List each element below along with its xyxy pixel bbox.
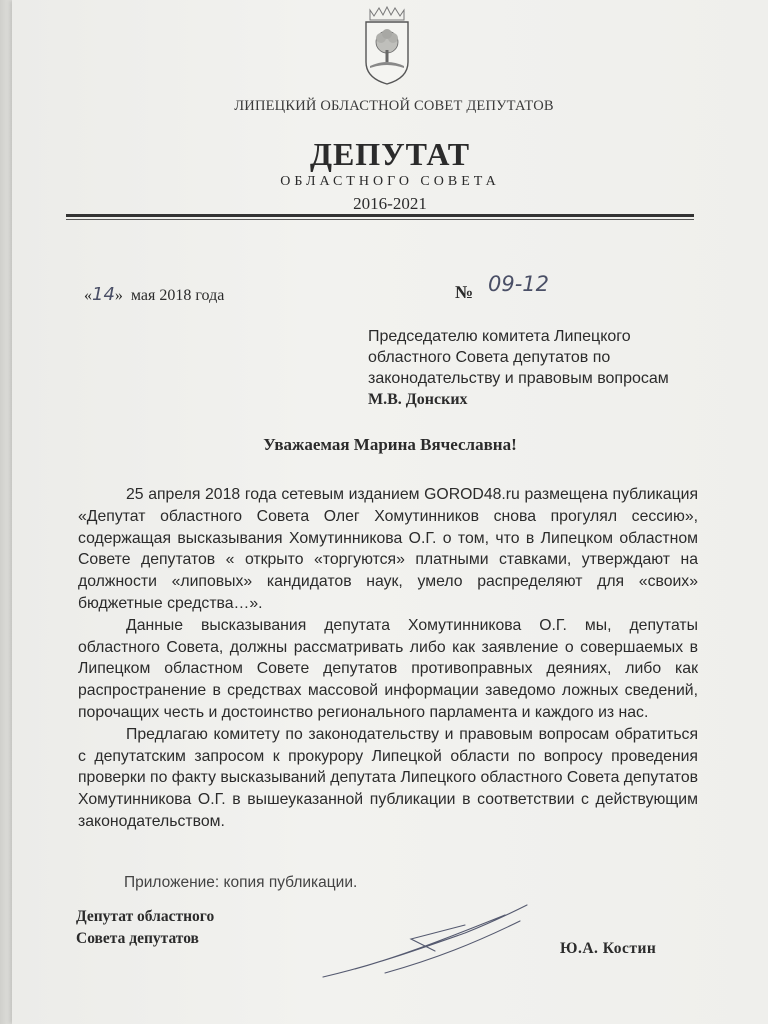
addressee-line: Председателю комитета Липецкого bbox=[368, 328, 631, 345]
signatory-title-line: Совета депутатов bbox=[76, 930, 199, 947]
letterhead-subtitle: ОБЛАСТНОГО СОВЕТА bbox=[280, 174, 500, 189]
letter-date bbox=[84, 284, 224, 305]
header-divider-thin bbox=[66, 219, 694, 220]
date-month-year: мая 2018 года bbox=[130, 287, 225, 304]
body-paragraph: Данные высказывания депутата Хомутинникова О.Г. мы, депутаты областного Совета, должны рассматривать либо как заявление о совершаемых в Липецком областном Совете депутатов противоправных деяниях, либо как распространение в средствах массовой информации заведомо ложных сведений, порочащих честь и достоинство регионального парламента и каждого из нас. bbox=[78, 616, 698, 721]
addressee-block bbox=[368, 326, 669, 410]
attachment-note: Приложение: копия публикации. bbox=[124, 874, 358, 891]
letterhead-title: ДЕПУТАТ bbox=[309, 136, 471, 172]
date-quote-open: « bbox=[84, 287, 92, 304]
coat-of-arms-icon bbox=[362, 6, 412, 86]
signatory-title-line: Депутат областного bbox=[76, 908, 215, 925]
handwritten-signature bbox=[315, 895, 535, 985]
date-day-handwritten: 14 bbox=[92, 284, 115, 305]
signatory-title bbox=[76, 906, 214, 950]
salutation: Уважаемая Марина Вячеславна! bbox=[263, 435, 517, 454]
addressee-line: областного Совета депутатов по bbox=[368, 349, 611, 366]
document-number-handwritten: 09-12 bbox=[488, 272, 550, 296]
addressee-line: законодательству и правовым вопросам bbox=[368, 370, 669, 387]
body-paragraph: Предлагаю комитету по законодательству и правовым вопросам обратиться с депутатским запросом к прокурору Липецкой области по вопросу проведения проверки по факту высказываний депутата Липецкого областного Совета депутатов Хомутинникова О.Г. в вышеуказанной публикации в соответствии с действующим законодательством. bbox=[78, 725, 698, 830]
header-divider bbox=[66, 214, 694, 217]
addressee-name: М.В. Донских bbox=[368, 391, 468, 408]
date-quote-close: » bbox=[114, 287, 123, 304]
organization-name: ЛИПЕЦКИЙ ОБЛАСТНОЙ СОВЕТ ДЕПУТАТОВ bbox=[234, 98, 554, 114]
document-number-label: № bbox=[455, 282, 474, 302]
letter-body bbox=[78, 484, 698, 833]
signatory-name: Ю.А. Костин bbox=[560, 940, 657, 957]
letterhead-term: 2016-2021 bbox=[353, 194, 427, 213]
body-paragraph: 25 апреля 2018 года сетевым изданием GOROD48.ru размещена публикация «Депутат областного Совета Олег Хомутинников снова прогулял сессию», содержащая высказывания Хомутинникова О.Г. о том, что в Липецком областном Совете депутатов « открыто «торгуются» платными ставками, утверждают на должности «липовых» кандидатов наук, умело распределяют для «своих» бюджетные средства…». bbox=[78, 486, 698, 612]
